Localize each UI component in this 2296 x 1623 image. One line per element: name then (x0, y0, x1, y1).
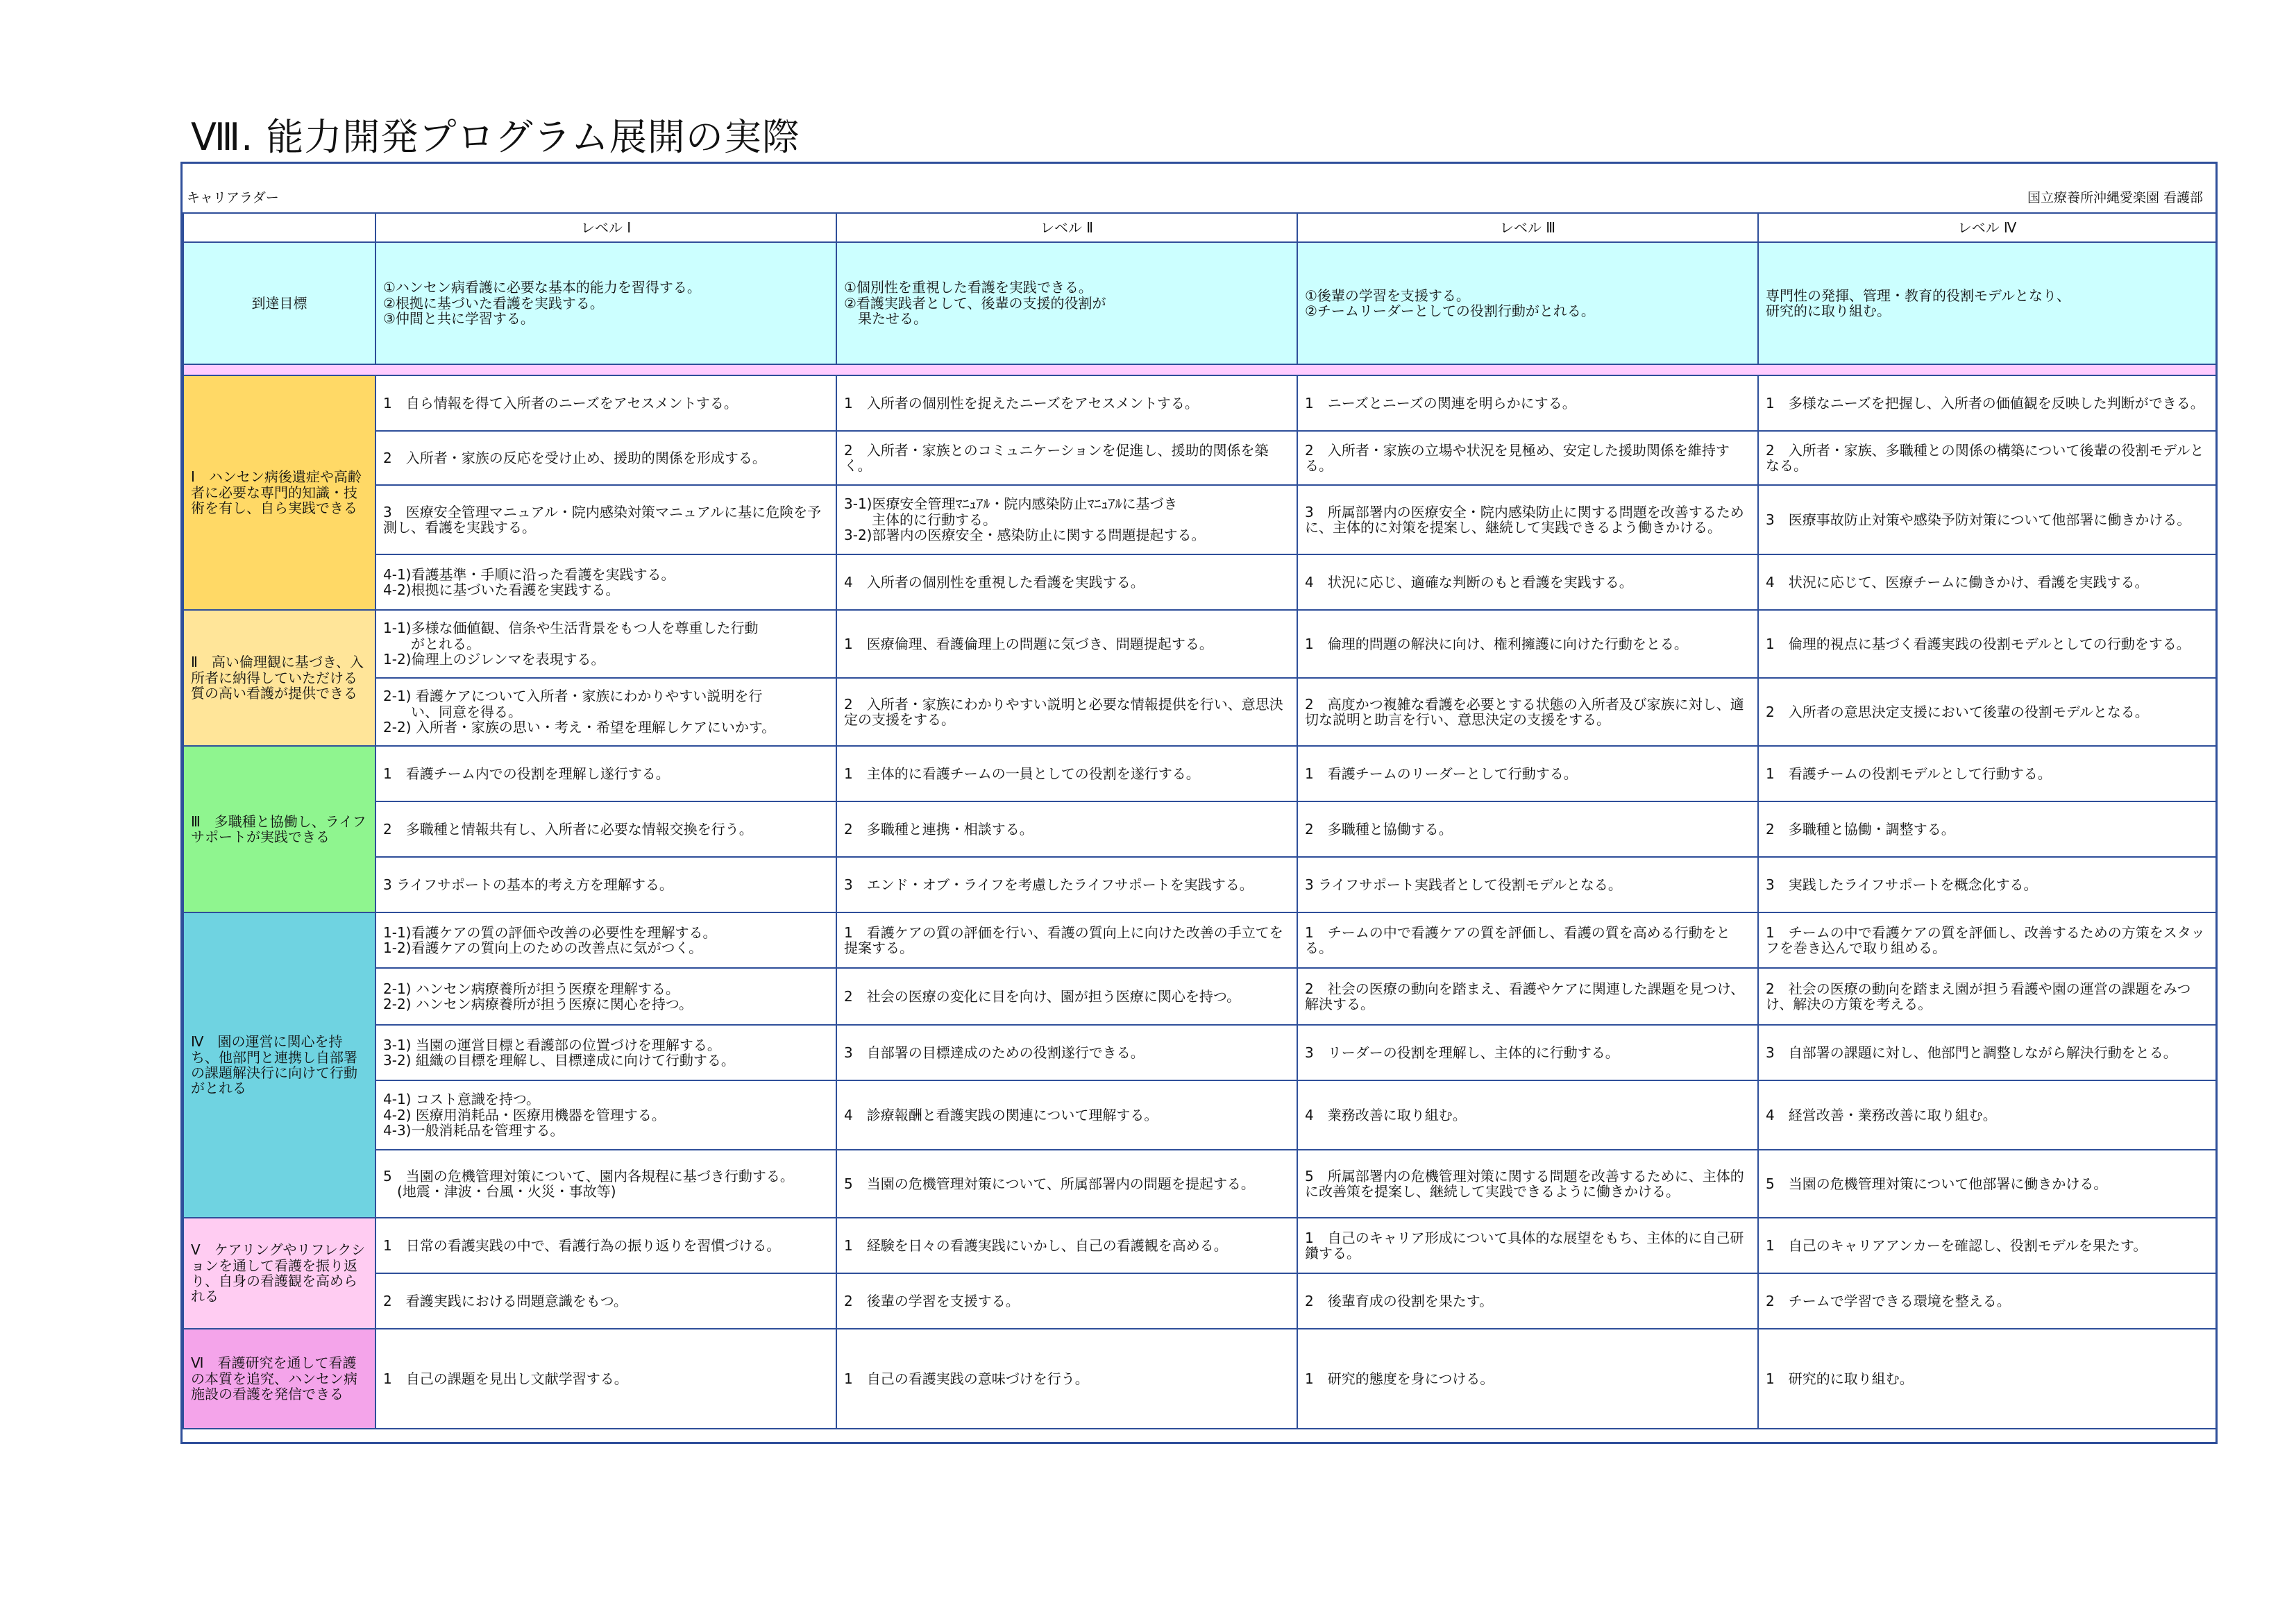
category-label: Ⅳ 園の運営に関心を持ち、他部門と連携し自部署の課題解決行に向けて行動がとれる (183, 912, 375, 1218)
level-2-cell: 2 社会の医療の変化に目を向け、園が担う医療に関心を持つ。 (836, 968, 1297, 1025)
level-2-cell: 3-1)医療安全管理ﾏﾆｭｱﾙ・院内感染防止ﾏﾆｭｱﾙに基づき 主体的に行動する。 3-2)部署内の医療安全・感染防止に関する問題提起する。 (836, 485, 1297, 554)
level-1-cell: 1-1)多様な価値観、信条や生活背景をもつ人を尊重した行動 がとれる。 1-2)倫理上のジレンマを表現する。 (375, 610, 836, 678)
level-4-cell: 1 チームの中で看護ケアの質を評価し、改善するための方策をスタッフを巻き込んで取り組める。 (1758, 912, 2216, 968)
level-4-cell: 3 医療事故防止対策や感染予防対策について他部署に働きかける。 (1758, 485, 2216, 554)
competency-row (183, 1025, 2216, 1080)
competency-row (183, 1218, 2216, 1273)
level-4-cell: 1 多様なニーズを把握し、入所者の価値観を反映した判断ができる。 (1758, 375, 2216, 431)
level-4-cell: 2 社会の医療の動向を踏まえ園が担う看護や園の運営の課題をみつけ、解決の方策を考える。 (1758, 968, 2216, 1025)
goal-cell: ①後輩の学習を支援する。 ②チームリーダーとしての役割行動がとれる。 (1297, 242, 1758, 364)
level-2-cell: 1 看護ケアの質の評価を行い、看護の質向上に向けた改善の手立てを提案する。 (836, 912, 1297, 968)
level-3-cell: 1 研究的態度を身につける。 (1297, 1329, 1758, 1429)
sheet-header (183, 164, 2215, 212)
level-1-cell: 3 医療安全管理マニュアル・院内感染対策マニュアルに基に危険を予測し、看護を実践する。 (375, 485, 836, 554)
level-3-cell: 2 後輩育成の役割を果たす。 (1297, 1273, 1758, 1329)
level-header: レベル Ⅳ (1758, 213, 2216, 242)
level-4-cell: 1 倫理的視点に基づく看護実践の役割モデルとしての行動をする。 (1758, 610, 2216, 678)
level-4-cell: 1 自己のキャリアアンカーを確認し、役割モデルを果たす。 (1758, 1218, 2216, 1273)
level-3-cell: 3 所属部署内の医療安全・院内感染防止に関する問題を改善するために、主体的に対策を提案し、継続して実践できるよう働きかける。 (1297, 485, 1758, 554)
level-1-cell: 2 看護実践における問題意識をもつ。 (375, 1273, 836, 1329)
level-1-cell: 3-1) 当園の運営目標と看護部の位置づけを理解する。 3-2) 組織の目標を理解し、目標達成に向けて行動する。 (375, 1025, 836, 1080)
level-4-cell: 4 経営改善・業務改善に取り組む。 (1758, 1080, 2216, 1150)
career-ladder-label: キャリアラダー (187, 190, 279, 205)
competency-row (183, 801, 2216, 857)
competency-row (183, 485, 2216, 554)
competency-row (183, 375, 2216, 431)
level-2-cell: 1 経験を日々の看護実践にいかし、自己の看護観を高める。 (836, 1218, 1297, 1273)
level-1-cell: 2-1) 看護ケアについて入所者・家族にわかりやすい説明を行 い、同意を得る。 2-2) 入所者・家族の思い・考え・希望を理解しケアにいかす。 (375, 678, 836, 746)
competency-row (183, 1329, 2216, 1429)
level-3-cell: 4 業務改善に取り組む。 (1297, 1080, 1758, 1150)
level-1-cell: 2 入所者・家族の反応を受け止め、援助的関係を形成する。 (375, 431, 836, 485)
level-2-cell: 5 当園の危機管理対策について、所属部署内の問題を提起する。 (836, 1150, 1297, 1218)
level-4-cell: 1 看護チームの役割モデルとして行動する。 (1758, 746, 2216, 801)
level-4-cell: 3 実践したライフサポートを概念化する。 (1758, 857, 2216, 912)
level-3-cell: 1 自己のキャリア形成について具体的な展望をもち、主体的に自己研鑽する。 (1297, 1218, 1758, 1273)
level-1-cell: 4-1) コスト意識を持つ。 4-2) 医療用消耗品・医療用機器を管理する。 4-3)一般消耗品を管理する。 (375, 1080, 836, 1150)
level-1-cell: 1 自己の課題を見出し文献学習する。 (375, 1329, 836, 1429)
level-1-cell: 4-1)看護基準・手順に沿った看護を実践する。 4-2)根拠に基づいた看護を実践する。 (375, 554, 836, 610)
separator-row (183, 364, 2216, 375)
level-header: レベル Ⅱ (836, 213, 1297, 242)
level-4-cell: 2 入所者の意思決定支援において後輩の役割モデルとなる。 (1758, 678, 2216, 746)
level-3-cell: 3 ライフサポート実践者として役割モデルとなる。 (1297, 857, 1758, 912)
goal-cell: ①ハンセン病看護に必要な基本的能力を習得する。 ②根拠に基づいた看護を実践する。 ③仲間と共に学習する。 (375, 242, 836, 364)
level-3-cell: 1 倫理的問題の解決に向け、権利擁護に向けた行動をとる。 (1297, 610, 1758, 678)
competency-row (183, 912, 2216, 968)
level-1-cell: 1 自ら情報を得て入所者のニーズをアセスメントする。 (375, 375, 836, 431)
page-title: Ⅷ. 能力開発プログラム展開の実際 (191, 115, 800, 159)
level-2-cell: 1 主体的に看護チームの一員としての役割を遂行する。 (836, 746, 1297, 801)
level-3-cell: 2 社会の医療の動向を踏まえ、看護やケアに関連した課題を見つけ、解決する。 (1297, 968, 1758, 1025)
level-2-cell: 4 入所者の個別性を重視した看護を実践する。 (836, 554, 1297, 610)
category-label: Ⅴ ケアリングやリフレクションを通して看護を振り返り、自身の看護観を高められる (183, 1218, 375, 1329)
level-4-cell: 2 多職種と協働・調整する。 (1758, 801, 2216, 857)
level-2-cell: 4 診療報酬と看護実践の関連について理解する。 (836, 1080, 1297, 1150)
level-3-cell: 4 状況に応じ、適確な判断のもと看護を実践する。 (1297, 554, 1758, 610)
level-header-row (183, 213, 2216, 242)
level-4-cell: 5 当園の危機管理対策について他部署に働きかける。 (1758, 1150, 2216, 1218)
level-2-cell: 2 入所者・家族とのコミュニケーションを促進し、援助的関係を築く。 (836, 431, 1297, 485)
level-4-cell: 1 研究的に取り組む。 (1758, 1329, 2216, 1429)
level-3-cell: 1 ニーズとニーズの関連を明らかにする。 (1297, 375, 1758, 431)
level-3-cell: 5 所属部署内の危機管理対策に関する問題を改善するために、主体的に改善策を提案し、継続して実践できるように働きかける。 (1297, 1150, 1758, 1218)
level-2-cell: 1 入所者の個別性を捉えたニーズをアセスメントする。 (836, 375, 1297, 431)
level-3-cell: 1 看護チームのリーダーとして行動する。 (1297, 746, 1758, 801)
level-1-cell: 1 日常の看護実践の中で、看護行為の振り返りを習慣づける。 (375, 1218, 836, 1273)
level-1-cell: 2 多職種と情報共有し、入所者に必要な情報交換を行う。 (375, 801, 836, 857)
competency-row (183, 431, 2216, 485)
corner-cell (183, 213, 375, 242)
competency-row (183, 610, 2216, 678)
category-label: Ⅰ ハンセン病後遺症や高齢者に必要な専門的知識・技術を有し、自ら実践できる (183, 375, 375, 610)
competency-row (183, 1150, 2216, 1218)
level-header: レベル Ⅰ (375, 213, 836, 242)
goal-label: 到達目標 (183, 242, 375, 364)
level-2-cell: 2 多職種と連携・相談する。 (836, 801, 1297, 857)
level-3-cell: 2 多職種と協働する。 (1297, 801, 1758, 857)
goal-row (183, 242, 2216, 364)
level-3-cell: 1 チームの中で看護ケアの質を評価し、看護の質を高める行動をとる。 (1297, 912, 1758, 968)
level-header: レベル Ⅲ (1297, 213, 1758, 242)
competency-row (183, 746, 2216, 801)
level-4-cell: 2 入所者・家族、多職種との関係の構築について後輩の役割モデルとなる。 (1758, 431, 2216, 485)
level-2-cell: 3 自部署の目標達成のための役割遂行できる。 (836, 1025, 1297, 1080)
separator-bar (183, 364, 2216, 375)
level-1-cell: 5 当園の危機管理対策について、園内各規程に基づき行動する。 (地震・津波・台風・火災・事故等) (375, 1150, 836, 1218)
competency-row (183, 1273, 2216, 1329)
competency-row (183, 678, 2216, 746)
level-4-cell: 2 チームで学習できる環境を整える。 (1758, 1273, 2216, 1329)
competency-row (183, 968, 2216, 1025)
level-4-cell: 3 自部署の課題に対し、他部門と調整しながら解決行動をとる。 (1758, 1025, 2216, 1080)
competency-row (183, 1080, 2216, 1150)
level-4-cell: 4 状況に応じて、医療チームに働きかけ、看護を実践する。 (1758, 554, 2216, 610)
organization-label: 国立療養所沖縄愛楽園 看護部 (2027, 190, 2203, 205)
goal-cell: ①個別性を重視した看護を実践できる。 ②看護実践者として、後輩の支援的役割が 果たせる。 (836, 242, 1297, 364)
career-ladder-table (183, 212, 2217, 1429)
level-1-cell: 3 ライフサポートの基本的考え方を理解する。 (375, 857, 836, 912)
category-label: Ⅲ 多職種と協働し、ライフサポートが実践できる (183, 746, 375, 912)
competency-row (183, 857, 2216, 912)
level-1-cell: 1 看護チーム内での役割を理解し遂行する。 (375, 746, 836, 801)
level-2-cell: 2 入所者・家族にわかりやすい説明と必要な情報提供を行い、意思決定の支援をする。 (836, 678, 1297, 746)
level-2-cell: 1 医療倫理、看護倫理上の問題に気づき、問題提起する。 (836, 610, 1297, 678)
level-3-cell: 2 高度かつ複雑な看護を必要とする状態の入所者及び家族に対し、適切な説明と助言を行い、意思決定の支援をする。 (1297, 678, 1758, 746)
goal-cell: 専門性の発揮、管理・教育的役割モデルとなり、 研究的に取り組む。 (1758, 242, 2216, 364)
level-2-cell: 3 エンド・オブ・ライフを考慮したライフサポートを実践する。 (836, 857, 1297, 912)
competency-row (183, 554, 2216, 610)
category-label: Ⅵ 看護研究を通して看護の本質を追究、ハンセン病施設の看護を発信できる (183, 1329, 375, 1429)
category-label: Ⅱ 高い倫理観に基づき、入所者に納得していただける質の高い看護が提供できる (183, 610, 375, 746)
level-1-cell: 2-1) ハンセン病療養所が担う医療を理解する。 2-2) ハンセン病療養所が担う医療に関心を持つ。 (375, 968, 836, 1025)
level-1-cell: 1-1)看護ケアの質の評価や改善の必要性を理解する。 1-2)看護ケアの質向上のための改善点に気がつく。 (375, 912, 836, 968)
level-2-cell: 2 後輩の学習を支援する。 (836, 1273, 1297, 1329)
career-ladder-sheet (180, 162, 2218, 1444)
level-2-cell: 1 自己の看護実践の意味づけを行う。 (836, 1329, 1297, 1429)
level-3-cell: 3 リーダーの役割を理解し、主体的に行動する。 (1297, 1025, 1758, 1080)
level-3-cell: 2 入所者・家族の立場や状況を見極め、安定した援助関係を維持する。 (1297, 431, 1758, 485)
